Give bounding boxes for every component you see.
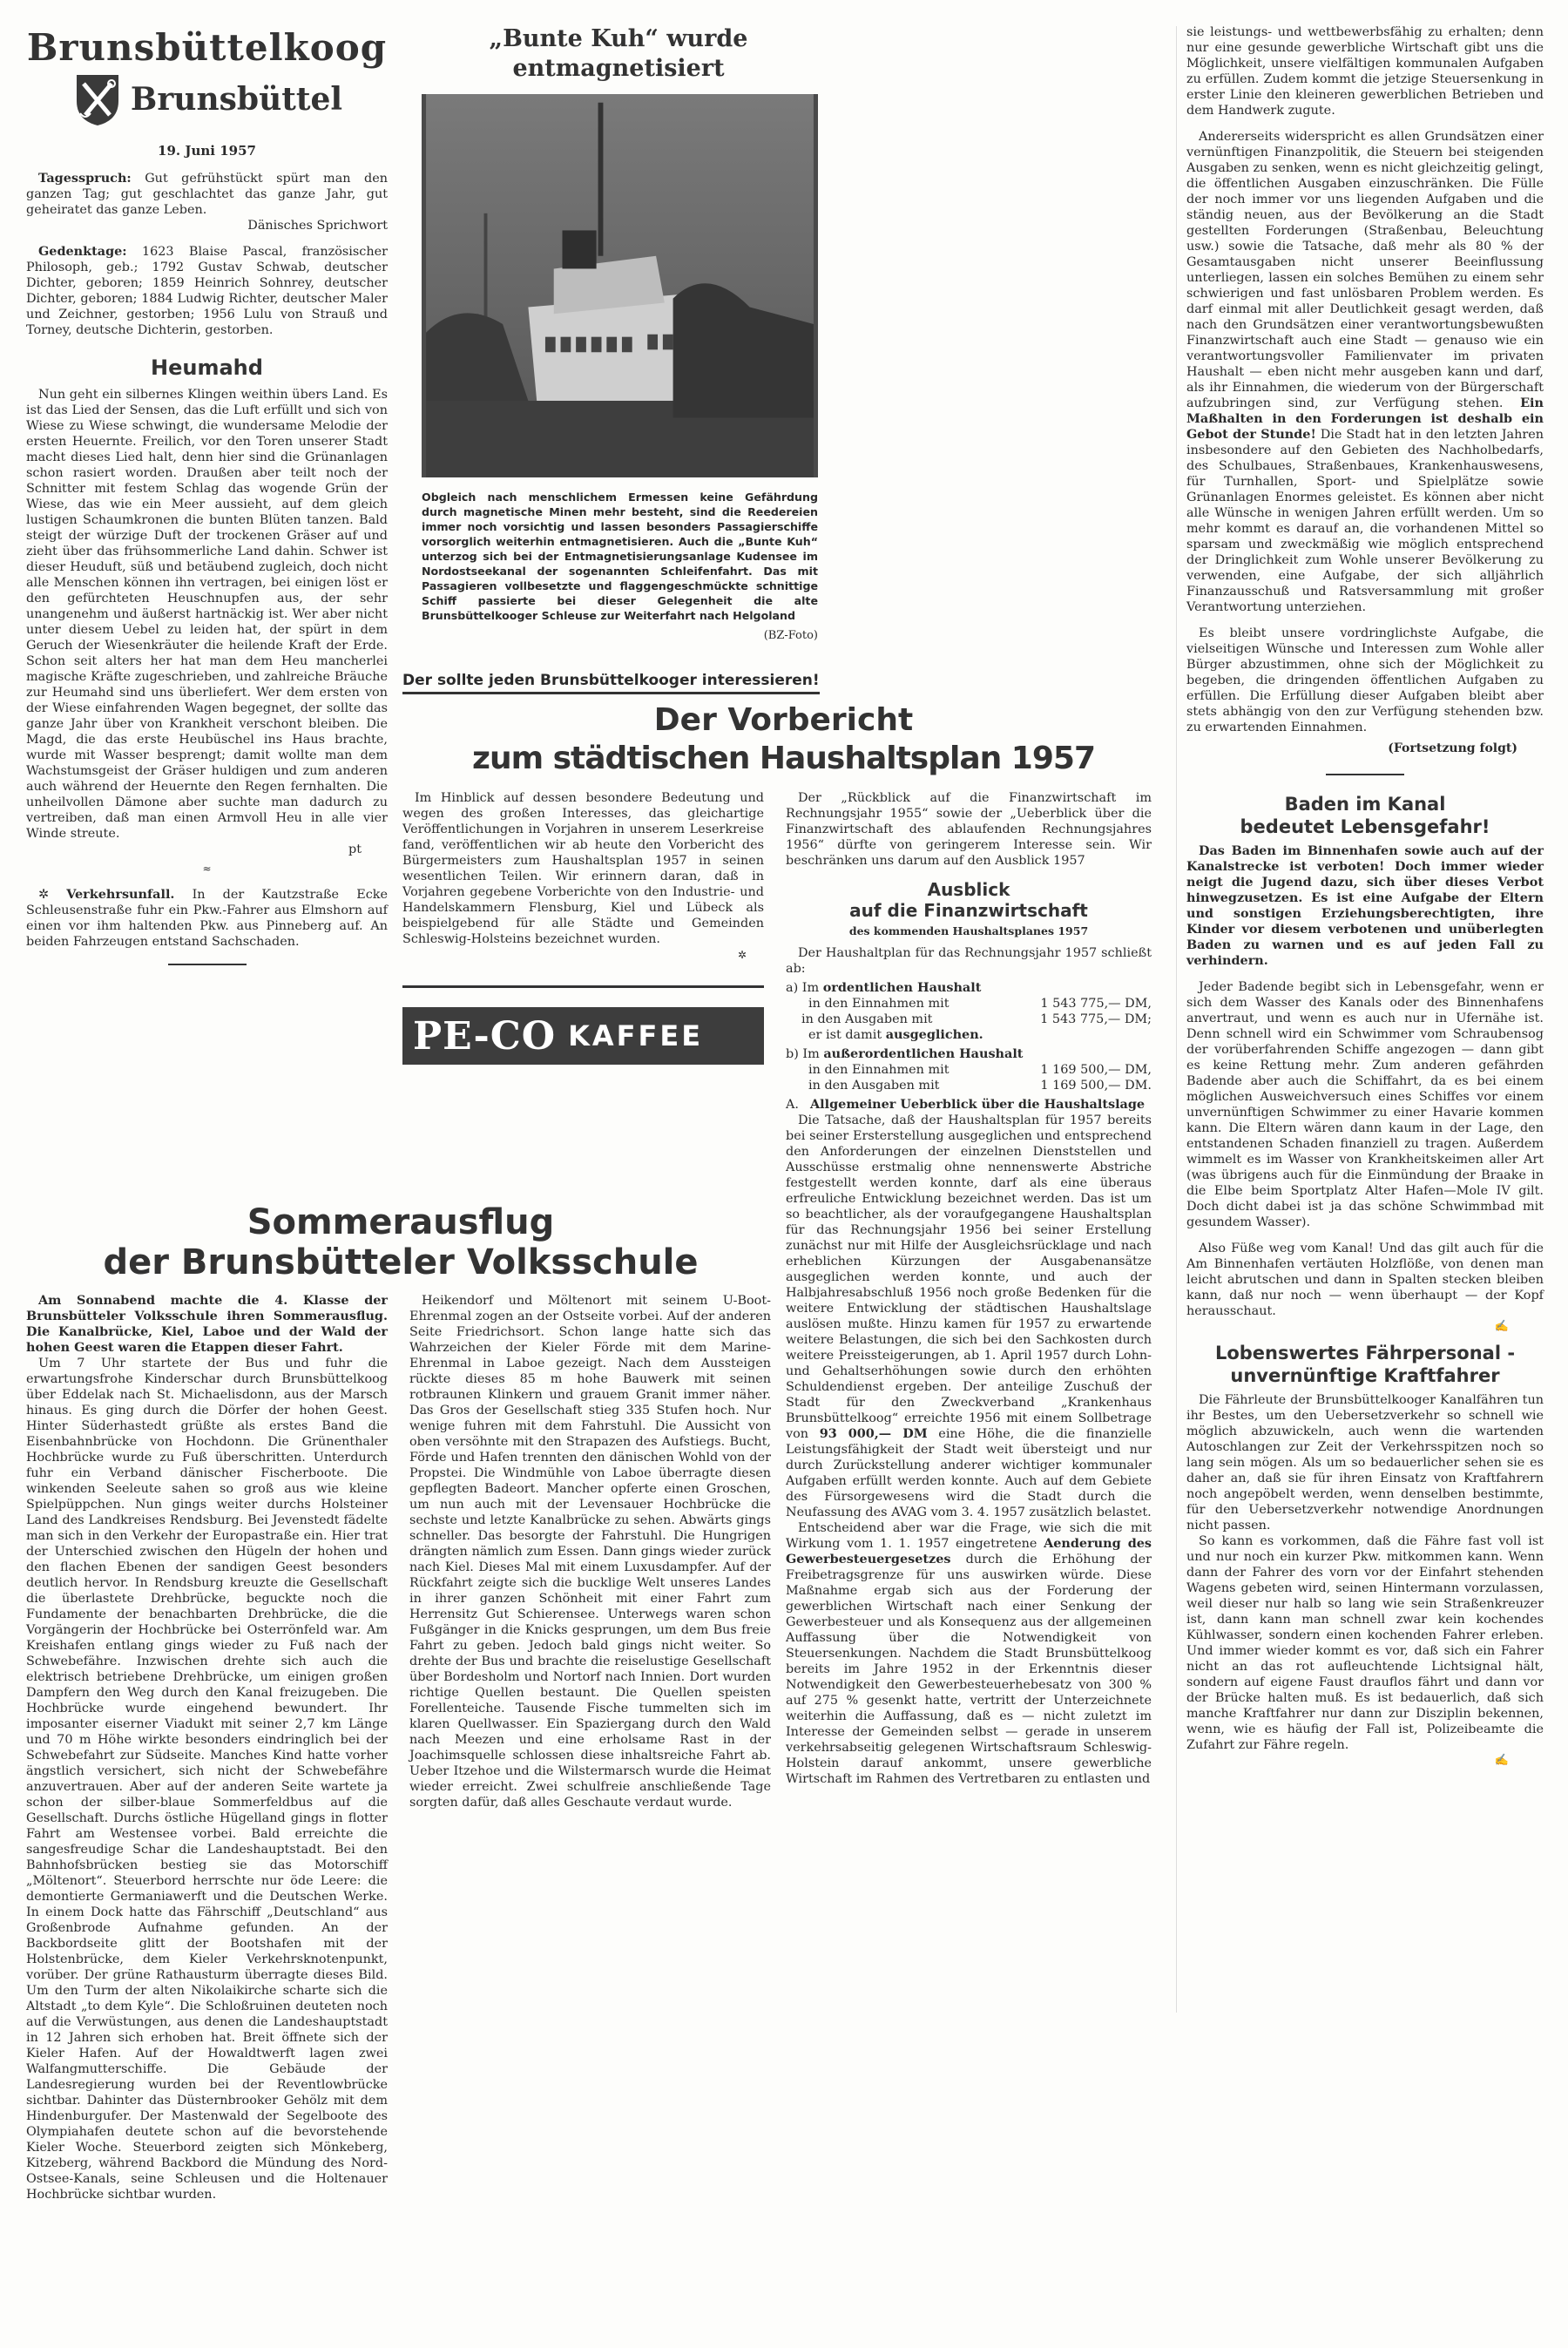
photo-story: [418, 24, 819, 643]
haushalt-headline-1: Der Vorbericht: [653, 702, 914, 738]
heumahd-author: pt: [348, 842, 362, 856]
baden-text-1: Jeder Badende begibt sich in Lebensgefahr, wenn er sich dem Wasser des Kanals oder des Binnenhafens anvertraut, und wenn es auch nur in Ufernähe ist. Denn schnell wird ein Schwimmer vom Schraubensog der vorüberfahrenden Schiffe angezogen — dann gibt es keine Rettung mehr. Zum anderen gefährden Badende aber auch die Schiffahrt, da es bei einem möglichen Ausweichversuch eines Schiffes vor einem unvernünftigen Schwimmer zu einer Havarie kommen kann. Die Eltern wären dann kaum in der Lage, den entstandenen Schaden finanziell zu tragen. Außerdem wimmelt es im Wasser von Krankheitskeimen aller Art (was übrigens auch für die Einmündung der Braake in die Elbe beim Sportplatz Alter Hafen—Mole IV gilt. Doch dicht dabei ist ja das schöne Schwimmbad mit gesundem Wasser).: [1186, 980, 1544, 1229]
photo-credit: (BZ-Foto): [763, 629, 818, 642]
tagesspruch-source: Dänisches Sprichwort: [247, 219, 388, 233]
fortsetzung-folgt: (Fortsetzung folgt): [1388, 741, 1517, 755]
verkehrsunfall-text: In der Kautzstraße Ecke Schleusenstraße fuhr ein Pkw.-Fahrer aus Elmshorn auf einen vor ihm haltenden Pkw. aus Pinneberg auf. An beiden Fahrzeugen entstand Sachschaden.: [26, 888, 388, 949]
faehre-headline-2: unvernünftige Kraftfahrer: [1230, 1365, 1500, 1386]
ausblick-headline-1: Ausblick: [927, 879, 1010, 900]
masthead: [26, 26, 388, 159]
ordentlicher-haushalt: [786, 980, 1152, 1043]
budget-row: in den Einnahmen mit 1 543 775,— DM,: [808, 997, 1152, 1011]
baden-lead: Das Baden im Binnenhafen sowie auch auf der Kanalstrecke ist verboten! Doch immer wieder neigt die Jugend dazu, sich über dieses Verbot hinwegzusetzen. Es ist eine Aufgabe der Eltern und sonstigen Erziehungsberechtigten, ihre Kinder vor diesem verbotenen und unüberlegten Baden zu warnen und es auf jeden Fall zu verhindern.: [1186, 843, 1544, 968]
star-icon: ✲: [737, 949, 747, 961]
ausflug-headline-2: der Brunsbütteler Volksschule: [103, 1242, 699, 1282]
section-a-heading: A. Allgemeiner Ueberblick über die Haushaltslage: [786, 1097, 1146, 1112]
peco-kaffee-ad: [402, 1007, 764, 1065]
star-icon: ✲: [38, 888, 50, 902]
baden-headline-1: Baden im Kanal: [1284, 794, 1446, 815]
ausflug-column-2: [409, 1293, 771, 1810]
ship-photo: [422, 94, 818, 477]
faehre-headline-1: Lobenswertes Fährpersonal -: [1214, 1343, 1516, 1363]
tagesspruch-text: Gut gefrühstückt spürt man den ganzen Tag; gut geschlachtet das ganze Jahr, gut geheiratet das ganze Leben.: [26, 172, 388, 217]
ausserordentlicher-haushalt: [786, 1046, 1152, 1093]
divider: [402, 985, 764, 988]
a-label: ordentlichen Haushalt: [822, 980, 982, 995]
haushalt-cont-2: Andererseits widerspricht es allen Grundsätzen einer vernünftigen Finanzpolitik, die Steuern bei steigenden Ausgaben zu senken, wenn es nicht gleichzeitig gelingt, die öffentlichen Ausgaben einzuschränken. Die Fülle der noch immer vor uns liegenden Aufgaben und die ständig neuen, aus der Bevölkerung an die Stadt gestellten Forderungen (Straßenbau, Beleuchtung usw.) sowie die Tatsache, daß mehr als 80 % der Gesamtausgaben nicht unserer Beeinflussung unterliegen, lassen ein solches Bemühen zu einem sehr schwierigen und fast unlösbaren Problem werden. Es darf einmal mit aller Deutlichkeit gesagt werden, daß nach den Grundsätzen einer verantwortungsbewußten Finanzwirtschaft auch eine Stadt — genauso wie ein verantwortungsvoller Familienvater im privaten Haushalt — eben nicht mehr ausgeben kann und darf, als ihr Einnahmen, die wiederum von der Bürgerschaft aufzubringen sind, zur Verfügung stehen. Ein Maßhalten in den Forderungen ist deshalb ein Gebot der Stunde! Die Stadt hat in den letzten Jahren insbesondere auf den Gebieten des Nachholbedarfs, des Schulbaues, Straßenbaues, Krankenhauswesens, für Turnhallen, Sport- und Spielplätze sowie Grünanlagen Enormes geleistet. Es können aber nicht alle Wünsche in wenigen Jahren erfüllt werden. Um so mehr kommt es darauf an, die vorhandenen Mittel so sparsam und zweckmäßig wie möglich entsprechend der Dringlichkeit zum Wohle unserer Bevölkerung zu verwenden, eine Aufgabe, der sich alljährlich Finanzausschuß und Ratsversammlung mit großer Verantwortung unterziehen.: [1186, 130, 1544, 614]
section-divider: ≈: [202, 863, 212, 875]
ad-product: KAFFEE: [568, 1019, 704, 1052]
faehre-text-1: Die Fährleute der Brunsbüttelkooger Kanalfähren tun ihr Bestes, um den Uebersetzverkehr so schnell wie möglich abzuwickeln, auch wenn die wartenden Autoschlangen zur Zeit der Verkehrsspitzen noch so lang sein mögen. Als um so bedauerlicher sehen sie es daher an, daß sie für ihren Einsatz von Kraftfahrern noch angepöbelt werden, wenn denselben bestimmte, für den Uebersetzverkehr notwendige Anordnungen nicht passen.: [1186, 1393, 1544, 1533]
baden-headline-2: bedeutet Lebensgefahr!: [1240, 816, 1490, 837]
ausflug-column-1: [26, 1293, 388, 2203]
a-prefix: a) Im: [786, 981, 820, 995]
ausflug-columns: [26, 1293, 775, 2203]
divider: [1326, 774, 1404, 775]
haushalt-para-2: Entscheidend aber war die Frage, wie sich die mit Wirkung vom 1. 1. 1957 eingetretene Aenderung des Gewerbesteuergesetzes durch die Erhöhung der Freibetragsgrenze für uns auswirken würde. Diese Maßnahme ergab sich aus der Forderung der gewerblichen Wirtschaft nach einer Senkung der Gewerbesteuer und als Konsequenz aus der allgemeinen Auffassung über die Notwendigkeit von Steuersenkungen. Nachdem die Stadt Brunsbüttelkoog bereits im Jahre 1952 in der Erkenntnis dieser Notwendigkeit den Gewerbesteuerhebesatz von 300 % auf 275 % gesenkt hatte, vertritt der Unterzeichnete weiterhin die Auffassung, daß es — nicht zuletzt im Interesse der Gemeinden selbst — gerade in unserem verkehrsabseitig gelegenen Wirtschaftsraum Schleswig-Holstein darauf ankommt, unsere gewerbliche Wirtschaft im Rahmen des Vertretbaren zu entlasten und: [786, 1521, 1152, 1786]
author-signature-icon: ✍: [1494, 1320, 1509, 1333]
a-note-bold: ausgeglichen.: [885, 1027, 983, 1042]
rueckblick-text: Der „Rückblick auf die Finanzwirtschaft im Rechnungsjahr 1955“ sowie der „Ueberblick über die Finanzwirtschaft des ablaufenden Rechnungsjahres 1956“ dürfte von geringerem Interesse sein. Wir beschränken uns darum auf den Ausblick 1957: [786, 791, 1152, 868]
issue-date: 19. Juni 1957: [158, 143, 256, 159]
verkehrsunfall-label: Verkehrsunfall.: [66, 887, 175, 902]
haushalt-headline-2: zum städtischen Haushaltsplan 1957: [472, 741, 1095, 776]
ausflug-text-2: Heikendorf und Möltenort mit seinem U-Boot-Ehrenmal zogen an der Ostseite vorbei. Auf der anderen Seite Friedrichsort. Schon lange hatte sich das Wahrzeichen der Kieler Förde mit dem Marine-Ehrenmal in Laboe gezeigt. Nach dem Aussteigen rückte dieses 85 m hohe Bauwerk mit seinen rotbraunen Klinkern und grauem Granit immer näher. Das Gros der Gesellschaft stieg 335 Stufen hoch. Nur wenige fuhren mit dem Fahrstuhl. Die Aussicht von oben versöhnte mit den Strapazen des Aufstiegs. Bucht, Förde und Hafen trennten den dänischen Wohld von der Propstei. Die Windmühle von Laboe überragte diesen gepflegten Badeort. Mancher opferte einen Groschen, um nun auch mit der Levensauer Hochbrücke die sechste und letzte Kanalbrücke zu sehen. Abwärts gings schneller. Das besorgte der Fahrstuhl. Die Hungrigen drängten nämlich zum Essen. Dann gings wieder zurück nach Kiel. Dieses Mal mit einem Luxusdampfer. Auf der Rückfahrt zeigte sich die bucklige Welt unseres Landes in ihrer ganzen Schönheit mit einer Fahrt zum Herrensitz Gut Schierensee. Unterwegs waren schon Fußgänger in die Knicks gesprungen, um dem Bus freie Fahrt zu geben. Jedoch bald gings nicht weiter. So drehte der Bus und brachte die reiselustige Gesellschaft über Bordesholm und Nortorf nach Innien. Dort wurden richtige Quellen bestaunt. Die Quellen speisten Forellenteiche. Tausende Fische tummelten sich im klaren Quellwasser. Ein Spaziergang durch den Wald nach Meezen und eine erholsame Rast in der Joachimsquelle schlossen diese inhaltsreiche Fahrt ab. Ueber Itzehoe und die Wilstermarsch wurde die Heimat wieder erreicht. Zwei schulfreie anschließende Tage sorgten dafür, daß alles Geschaute verdaut wurde.: [409, 1294, 771, 1810]
author-signature-icon: ✍: [1494, 1754, 1509, 1767]
photo-headline: „Bunte Kuh“ wurde entmagnetisiert: [489, 25, 748, 82]
haushalt-para-1: Die Tatsache, daß der Haushaltsplan für 1957 bereits bei seiner Ersterstellung ausgeglichen und entsprechend den Anforderungen der einzelnen Dienststellen und Ausschüsse erstmalig ohne nennenswerte Abstriche festgestellt werden konnte, darf als eine überaus erfreuliche Entwicklung bezeichnet werden. Das ist um so beachtlicher, als der voraufgegangene Haushaltsplan für das Rechnungsjahr 1956 bei seiner Erstellung zunächst nur mit Hilfe der Ausgleichsrücklage und nach erheblichen Kürzungen der Ausgabenansätze ausgeglichen werden konnte, und auch der Halbjahresabschluß 1956 noch große Bedenken für die weitere Entwicklung der städtischen Haushaltslage auslösen mußte. Hinzu kamen für 1957 zu erwartende weitere Belastungen, die sich bei den Sachkosten durch weitere Preissteigerungen, ab 1. April 1957 durch Lohn- und Gehaltserhöhungen sowie durch den erhöhten Schuldendienst ergeben. Der anteilige Zuschuß der Stadt für den Zweckverband „Krankenhaus Brunsbüttelkoog“ erreichte 1956 mit einem Sollbetrage von 93 000,— DM eine Höhe, die die finanzielle Leistungsfähigkeit der Stadt weit übersteigt und nur durch Zurückstellung anderer wichtiger kommunaler Aufgaben erfüllt werden konnte. Auch auf dem Gebiete des Fürsorgewesens wird die Stadt durch die Neufassung des AVAG vom 3. 4. 1957 zusätzlich belastet.: [786, 1113, 1152, 1519]
ship-image-icon: [422, 94, 818, 477]
ausflug-article: [26, 1202, 775, 2203]
b-prefix: b) Im: [786, 1047, 820, 1061]
haushalt-intro: [402, 790, 764, 1065]
column-rule: [1176, 26, 1177, 2013]
masthead-title: Brunsbüttelkoog: [26, 26, 388, 69]
heumahd-text: Nun geht ein silbernes Klingen weithin übers Land. Es ist das Lied der Sensen, das die Luft erfüllt und sich von Wiese zu Wiese schwingt, die wundersame Melodie der ersten Heuernte. Freilich, vor den Toren unserer Stadt macht dieses Lied halt, denn hier sind die Grünanlagen schon rasiert worden. Draußen aber teilt noch der Schnitter mit festem Schlag das wogende Grün der Wiese, das wie ein Meer aussieht, auf dem gleich lustigen Schaumkronen die bunten Blüten tanzen. Bald steigt der würzige Duft der trockenen Gräser auf und zieht über das frühsommerliche Land dahin. Schwer ist dieser Heuduft, süß und betäubend zugleich, doch nicht alle Menschen können ihn vertragen, bei einigen löst er den gefürchteten Heuschnupfen aus, der sehr unangenehm und äußerst hartnäckig ist. Wer aber nicht unter diesem Uebel zu leiden hat, der spürt in dem Geruch der Wiesenkräuter die heilende Kraft der Erde. Schon seit alters her hat man dem Heu mancherlei magische Kräfte zugeschrieben, und zahlreiche Bräuche zur Heumahd sind uns überliefert. Wer dem ersten von der Wiese einfahrenden Wagen begegnet, der sollte das ganze Jahr über von Krankheit verschont bleiben. Die Magd, die das erste Heubüschel ins Haus brachte, wurde mit Wasser besprengt; damit wollte man dem Wachstumsgeist der Gräser huldigen und zum anderen auch während der Heuernte den Regen fernhalten. Die unheilvollen Dämone aber suchte man dadurch zu vertreiben, daß man einen Armvoll Heu in alle vier Winde streute.: [26, 388, 388, 841]
tagesspruch-label: Tagesspruch:: [38, 171, 132, 186]
gedenktage: [26, 244, 388, 338]
ausflug-text-1: Um 7 Uhr startete der Bus und fuhr die erwartungsfrohe Kinderschar durch Brunsbüttelkoog über Eddelak nach St. Michaelisdonn, aus der Marsch hinaus. Es ging durch die Dörfer der hohen Geest. Hinter Süderhastedt grüßte als erstes Band die Eisenbahnbrücke von Hochdonn. Die Grünenthaler Hochbrücke wurde zu Fuß überschritten. Unterdurch fuhr ein Verband dänischer Fischerboote. Die winkenden Seeleute sahen so groß aus wie kleine Spielpüppchen. Nun gings weiter durchs Holsteiner Land des Landkreises Rendsburg. Bei Jevenstedt fädelte man sich in den Verkehr der Europastraße ein. Hier trat der Unterschied zwischen den Hügeln der hohen und den flachen Ebenen der sandigen Geest besonders deutlich hervor. In Rendsburg kreuzte die Gesellschaft die überlastete Drehbrücke, beguckte noch die Fundamente der benachbarten Drehbrücke, die die Vorgängerin der Hochbrücke bei Osterrönfeld war. Am Kreishafen entlang gings wieder zu Fuß nach der Schwebefähre. Inzwischen drehte sich auch die elektrisch betriebene Drehbrücke, um einigen großen Dampfern den Weg durch den Kanal freizugeben. Die Hochbrücke wurde eingehend bewundert. Ihr imposanter eiserner Viadukt mit seiner 2,7 km Länge und 70 m Höhe wirkte besonders eindringlich bei der Schwebefahrt zur Südseite. Manches Kind hatte vorher ängstlich versichert, sich nicht der Schwebefähre anzuvertrauen. Aber auf der anderen Seite wartete ja schon der silber-blaue Sommerfeldbus auf die Gesellschaft. Durchs östliche Hügelland gings in flotter Fahrt am Westensee vorbei. Bald erreichte die sangesfreudige Schar die Landeshauptstadt. Bei den Bahnhofsbrücken bestieg sie das Motorschiff „Möltenort“. Steuerbord herrschte nur öde Leere: die demontierte Germaniawerft und die Deutschen Werke. In einem Dock hatte das Fährschiff „Deutschland“ aus Großenbrode Aufnahme gefunden. An der Backbordseite glitt der Bootshafen mit der Holstenbrücke, dem Kieler Verkehrsknotenpunkt, vorüber. Der grüne Rathausturm überragte dieses Bild. Um den Turm der alten Nikolaikirche scharte sich die Altstadt „to dem Kyle“. Die Schloßruinen deuteten noch auf die Verwüstungen, aus denen die Landeshauptstadt in 12 Jahren sich erhoben hat. Breit öffnete sich der Kieler Hafen. Auf der Howaldtwerft lagen zwei Walfangmutterschiffe. Die Gebäude der Landesregierung wurden bei der Reventlowbrücke sichtbar. Dahinter das Düsternbrooker Gehölz mit dem Hindenburgufer. Der Mastenwald der Segelboote des Olympiahafen deutete schon auf die bevorstehende Kieler Woche. Steuerbord zeigten sich Mönkeberg, Kitzeberg, während Backbord die Mündung des Nord-Ostsee-Kanals, seine Schleusen und die Holtenauer Hochbrücke sichtbar wurden.: [26, 1357, 388, 2202]
gedenktage-label: Gedenktage:: [38, 244, 127, 259]
plan-intro: Der Haushaltplan für das Rechnungsjahr 1957 schließt ab:: [786, 946, 1152, 976]
right-column: [1186, 24, 1544, 1769]
haushalt-kicker-wrap: [402, 671, 820, 694]
faehre-text-2: So kann es vorkommen, daß die Fähre fast voll ist und nur noch ein kurzer Pkw. mitkommen kann. Wenn dann der Fahrer des vorn vor der Einfahrt stehenden Wagens gebeten wird, seinen Hintermann vorzulassen, weil dieser nur halb so lang wie sein Straßenkreuzer ist, dann kann man schnell zwar kein kochendes Kühlwasser, sondern einen kochenden Fahrer erleben. Und immer wieder kommt es vor, daß sich ein Fahrer nicht an das rot aufleuchtende Lichtsignal hält, sondern auf eigene Faust drauflos fährt und dann vor der Brücke halten muß. Es ist bedauerlich, daß sich manche Kraftfahrer nur dann zur Disziplin bekennen, wenn, wie es häufig der Fall ist, Polizeibeamte die Zufahrt zur Fähre regeln.: [1186, 1534, 1544, 1752]
haushalt-cont-1: sie leistungs- und wettbewerbsfähig zu erhalten; denn nur eine gesunde gewerbliche Wirtschaft gibt uns die Möglichkeit, unsere vielfältigen kommunalen Aufgaben zu erfüllen. Zudem kommt die jetzige Steuersenkung in erster Linie den kleineren gewerblichen Betrieben und dem Handwerk zugute.: [1186, 25, 1544, 118]
gedenktage-text: 1623 Blaise Pascal, französischer Philosoph, geb.; 1792 Gustav Schwab, deutscher Dichter, geboren; 1859 Heinrich Sohnrey, deutscher Dichter, geboren; 1884 Ludwig Richter, deutscher Maler und Zeichner, gestorben; 1956 Lulu von Strauß und Torney, deutsche Dichterin, gestorben.: [26, 245, 388, 337]
ad-brand: PE-CO: [413, 1013, 557, 1059]
ausblick-headline-2: auf die Finanzwirtschaft: [849, 900, 1088, 921]
b-label: außerordentlichen Haushalt: [823, 1046, 1024, 1061]
left-column: [26, 26, 388, 965]
masthead-subtitle: Brunsbüttel: [130, 81, 343, 118]
budget-row: in den Ausgaben mit 1 169 500,— DM.: [808, 1079, 1152, 1093]
ausflug-headline-1: Sommerausflug: [247, 1202, 555, 1242]
haushalt-column: [786, 790, 1152, 1787]
tagesspruch: [26, 171, 388, 233]
a-note: er ist damit: [808, 1028, 882, 1042]
ausblick-subheadline: des kommenden Haushaltsplanes 1957: [848, 924, 1089, 937]
budget-row: in den Einnahmen mit 1 169 500,— DM,: [808, 1063, 1152, 1077]
heumahd-headline: Heumahd: [151, 355, 263, 380]
budget-row: in den Ausgaben mit 1 543 775,— DM;: [801, 1012, 1152, 1026]
haushalt-cont-3: Es bleibt unsere vordringlichste Aufgabe, die vielseitigen Wünsche und Interessen zum Wohle aller Bürger abzustimmen, ohne sich der Möglichkeit zu begeben, die dringenden öffentlichen Aufgaben zu erfüllen. Die Erfüllung dieser Aufgaben bleibt aber stets abhängig von den zur Verfügung stehenden bzw. zu erwartenden Einnahmen.: [1186, 626, 1544, 734]
haushalt-kicker: Der sollte jeden Brunsbüttelkooger interessieren!: [402, 671, 820, 694]
coat-of-arms-icon: [71, 71, 124, 127]
verkehrsunfall: [26, 887, 388, 950]
haushalt-intro-text: Im Hinblick auf dessen besondere Bedeutung und wegen des großen Interesses, das gleichartige Veröffentlichungen in Vorjahren in unserem Leserkreise fand, veröffentlichen wir ab heute den Vorbericht des Bürgermeisters zum Haushaltsplan 1957 in seinen wesentlichen Teilen. Wir erinnern daran, daß in Vorjahren gegebene Vorberichte von den Industrie- und Handelskammern Flensburg, Kiel und Lübeck als beispielgebend für alle Städte und Gemeinden Schleswig-Holsteins bezeichnet wurden.: [402, 791, 764, 946]
divider: [168, 964, 247, 965]
photo-caption: Obgleich nach menschlichem Ermessen keine Gefährdung durch magnetische Minen mehr besteht, sind die Reedereien immer noch vorsichtig und lassen besonders Passagierschiffe vorsorglich weiterhin entmagnetisieren. Auch die „Bunte Kuh“ unterzog sich bei der Entmagnetisierungsanlage Kudensee im Nordostseekanal der sogenannten Schleifenfahrt. Das mit Passagieren vollbesetzte und flaggengeschmückte schnittige Schiff passierte bei dieser Gelegenheit die alte Brunsbüttelkooger Schleuse zur Weiterfahrt nach Helgoland: [422, 491, 818, 622]
baden-text-2: Also Füße weg vom Kanal! Und das gilt auch für die Am Binnenhafen vertäuten Holzflöße, von denen man leicht abrutschen und dann in Spalten stecken bleiben kann, daß nur noch — wenn überhaupt — der Kopf herausschaut.: [1186, 1242, 1544, 1318]
ausflug-lead: Am Sonnabend machte die 4. Klasse der Brunsbütteler Volksschule ihren Sommerausflug. Die Kanalbrücke, Kiel, Laboe und der Wald der hohen Geest waren die Etappen dieser Fahrt.: [26, 1293, 388, 1355]
